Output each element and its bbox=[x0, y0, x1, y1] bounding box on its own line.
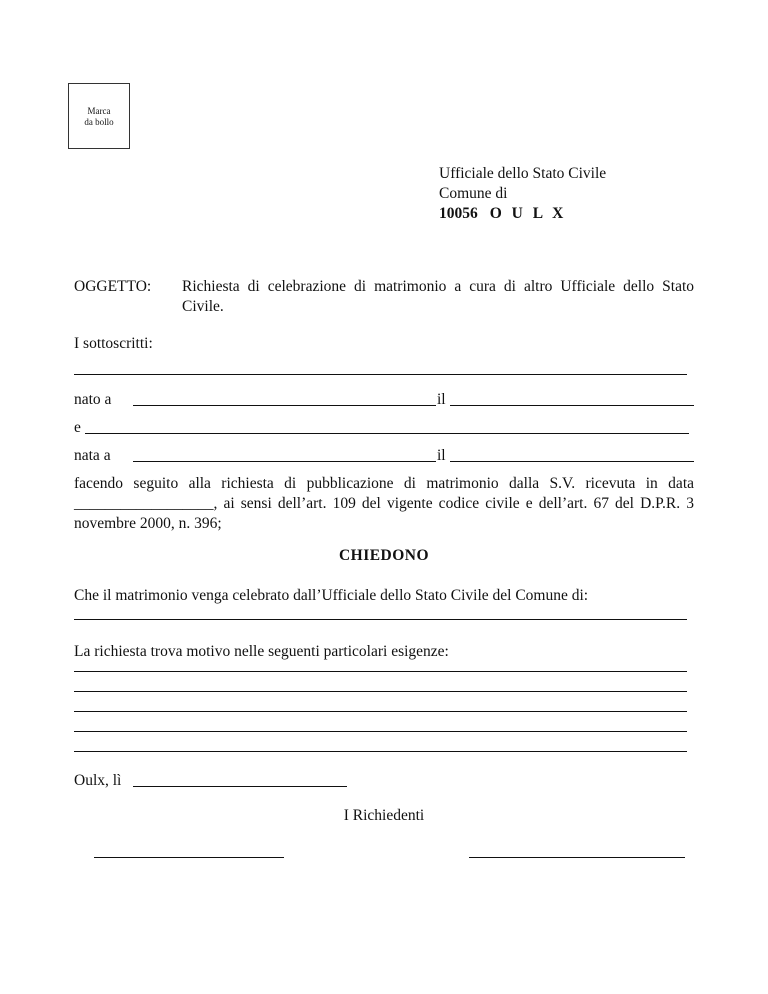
reason-line-1[interactable] bbox=[74, 671, 687, 672]
reason-line-4[interactable] bbox=[74, 731, 687, 732]
municipality-field[interactable] bbox=[74, 619, 687, 620]
reason-line-5[interactable] bbox=[74, 751, 687, 752]
on-label-2: il bbox=[437, 447, 446, 464]
signature-line-1[interactable] bbox=[94, 857, 284, 858]
signature-line-2[interactable] bbox=[469, 857, 685, 858]
born-label-2: nata a bbox=[74, 447, 111, 464]
stamp-box bbox=[68, 83, 130, 149]
subject-label: OGGETTO: bbox=[74, 278, 152, 295]
applicant-2-name-field[interactable] bbox=[85, 433, 689, 434]
applicants-intro: I sottoscritti: bbox=[74, 335, 153, 352]
birthplace-1-field[interactable] bbox=[133, 405, 436, 406]
body-text-1: facendo seguito alla richiesta di pubblicazione di matrimonio dalla S.V. ricevuta in data bbox=[74, 475, 694, 492]
reason-text: La richiesta trova motivo nelle seguenti particolari esigenze: bbox=[74, 643, 449, 660]
reason-line-3[interactable] bbox=[74, 711, 687, 712]
stamp-label-2: da bollo bbox=[84, 117, 114, 127]
body-paragraph bbox=[74, 474, 694, 534]
birthplace-2-field[interactable] bbox=[133, 461, 436, 462]
recipient-city bbox=[439, 204, 566, 223]
applicant-1-name-field[interactable] bbox=[74, 374, 687, 375]
recipient-line-1: Ufficiale dello Stato Civile bbox=[439, 165, 607, 182]
request-heading: CHIEDONO bbox=[338, 547, 430, 564]
and-label: e bbox=[74, 419, 81, 436]
birthdate-1-field[interactable] bbox=[450, 405, 694, 406]
on-label-1: il bbox=[437, 391, 446, 408]
recipient-line-2: Comune di bbox=[439, 185, 508, 202]
body-text-2: __________________, ai sensi dell’art. 109 del vigente codice civile e dell’art. 67 del D.P.R. 3 novembre 2000, n. 396; bbox=[74, 495, 694, 532]
born-label-1: nato a bbox=[74, 391, 112, 408]
signatories-label: I Richiedenti bbox=[343, 807, 425, 824]
date-field[interactable] bbox=[133, 786, 347, 787]
birthdate-2-field[interactable] bbox=[450, 461, 694, 462]
recipient-city-name: O U L X bbox=[489, 205, 567, 222]
place-date-label: Oulx, lì bbox=[74, 772, 122, 789]
celebration-text: Che il matrimonio venga celebrato dall’Ufficiale dello Stato Civile del Comune di: bbox=[74, 587, 589, 604]
reason-line-2[interactable] bbox=[74, 691, 687, 692]
recipient-postcode: 10056 bbox=[439, 205, 478, 222]
subject-text: Richiesta di celebrazione di matrimonio a cura di altro Ufficiale dello Stato Civile. bbox=[182, 278, 694, 315]
stamp-label-1: Marca bbox=[87, 106, 111, 116]
